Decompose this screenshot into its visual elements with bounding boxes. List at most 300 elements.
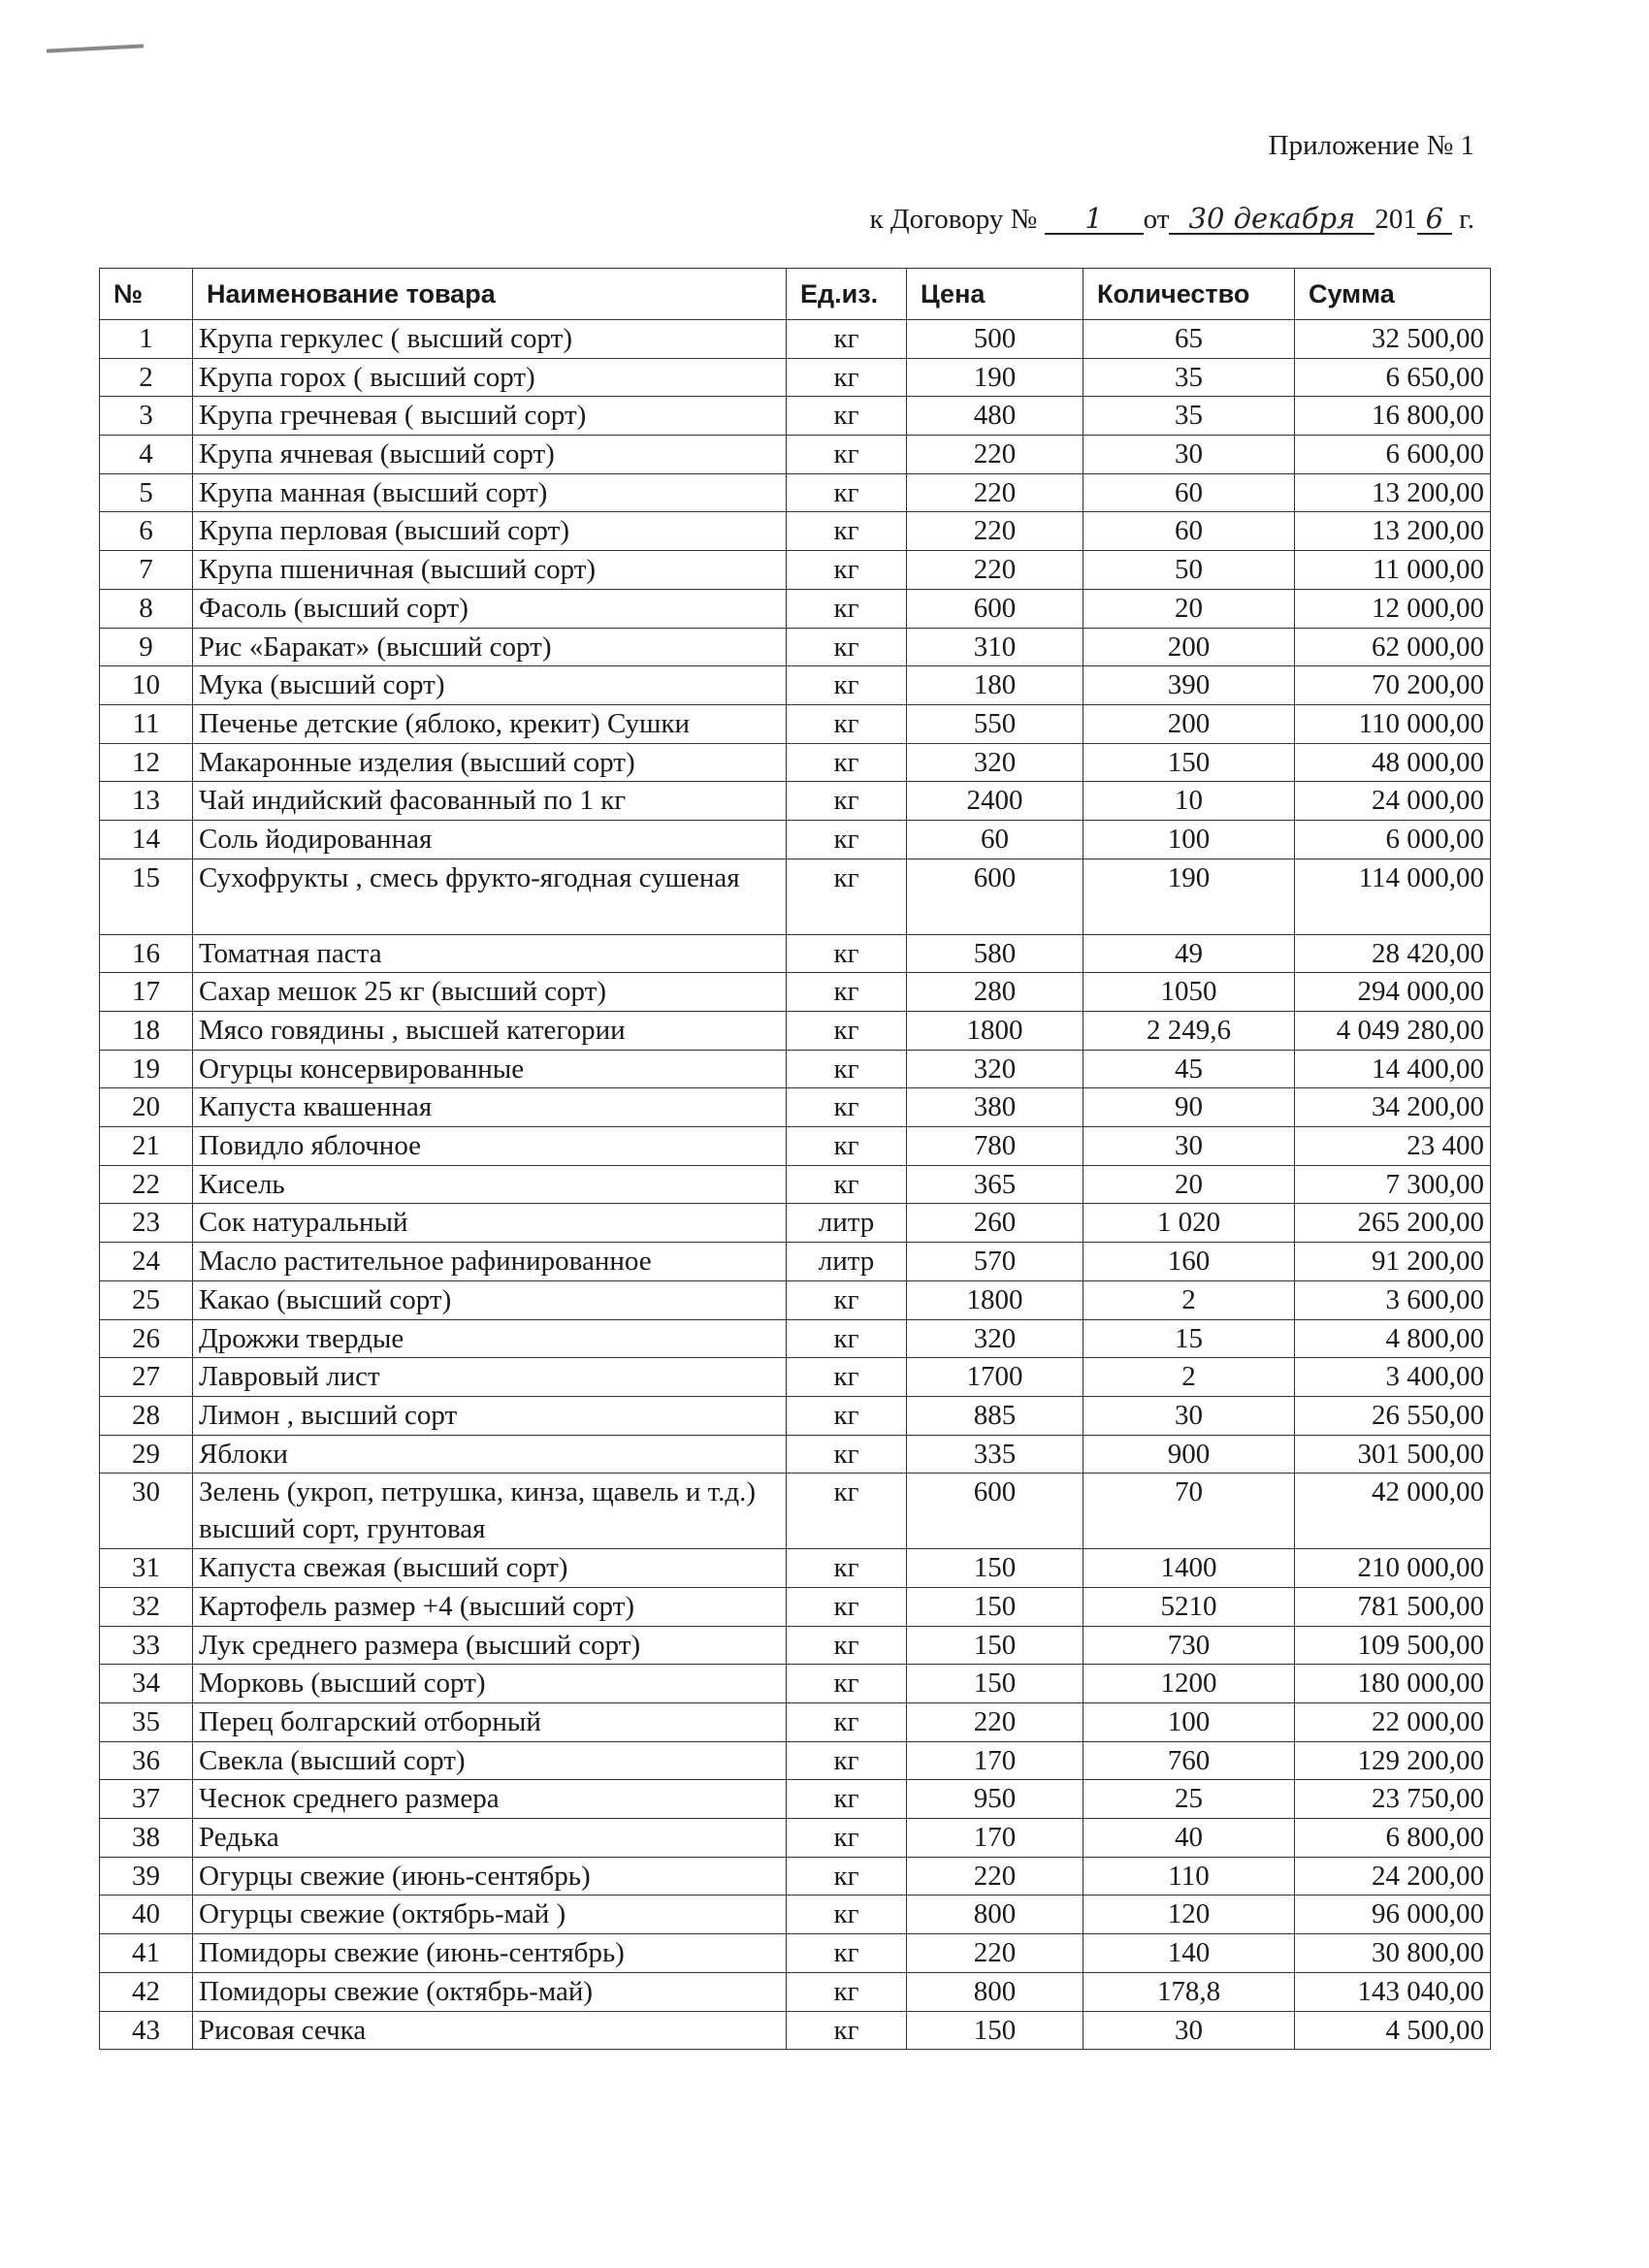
year-digit: 6 bbox=[1417, 204, 1452, 235]
cell-sum: 3 600,00 bbox=[1295, 1280, 1491, 1319]
cell-unit: кг bbox=[787, 2011, 907, 2050]
cell-unit: кг bbox=[787, 320, 907, 359]
cell-name: Крупа гречневая ( высший сорт) bbox=[193, 397, 787, 436]
table-row bbox=[100, 551, 1491, 590]
cell-price: 600 bbox=[907, 859, 1083, 934]
cell-price: 150 bbox=[907, 1665, 1083, 1703]
cell-number: 10 bbox=[100, 666, 193, 705]
cell-name: Дрожжи твердые bbox=[193, 1319, 787, 1358]
table-row bbox=[100, 358, 1491, 397]
cell-quantity: 2 249,6 bbox=[1083, 1012, 1295, 1051]
cell-price: 260 bbox=[907, 1204, 1083, 1243]
cell-number: 18 bbox=[100, 1012, 193, 1051]
cell-unit: кг bbox=[787, 1703, 907, 1742]
cell-number: 25 bbox=[100, 1280, 193, 1319]
cell-unit: кг bbox=[787, 628, 907, 666]
cell-quantity: 390 bbox=[1083, 666, 1295, 705]
cell-sum: 48 000,00 bbox=[1295, 743, 1491, 782]
cell-unit: кг bbox=[787, 1626, 907, 1665]
cell-name: Сухофрукты , смесь фрукто-ягодная сушеная bbox=[193, 859, 787, 934]
table-row bbox=[100, 1549, 1491, 1588]
cell-number: 33 bbox=[100, 1626, 193, 1665]
cell-price: 2400 bbox=[907, 782, 1083, 821]
cell-name: Соль йодированная bbox=[193, 820, 787, 859]
cell-unit: кг bbox=[787, 1934, 907, 1973]
cell-unit: кг bbox=[787, 1165, 907, 1204]
cell-quantity: 35 bbox=[1083, 358, 1295, 397]
cell-sum: 34 200,00 bbox=[1295, 1088, 1491, 1127]
year-suffix: г. bbox=[1451, 204, 1474, 235]
cell-number: 16 bbox=[100, 934, 193, 973]
cell-number: 39 bbox=[100, 1857, 193, 1895]
cell-name: Крупа пшеничная (высший сорт) bbox=[193, 551, 787, 590]
cell-unit: кг bbox=[787, 1665, 907, 1703]
cell-sum: 265 200,00 bbox=[1295, 1204, 1491, 1243]
cell-sum: 109 500,00 bbox=[1295, 1626, 1491, 1665]
cell-number: 21 bbox=[100, 1127, 193, 1166]
cell-quantity: 760 bbox=[1083, 1741, 1295, 1780]
table-row bbox=[100, 628, 1491, 666]
cell-price: 1800 bbox=[907, 1280, 1083, 1319]
cell-name: Масло растительное рафинированное bbox=[193, 1243, 787, 1281]
cell-unit: кг bbox=[787, 1549, 907, 1588]
cell-number: 19 bbox=[100, 1050, 193, 1088]
cell-number: 35 bbox=[100, 1703, 193, 1742]
cell-name: Мясо говядины , высшей категории bbox=[193, 1012, 787, 1051]
cell-quantity: 200 bbox=[1083, 704, 1295, 743]
cell-number: 29 bbox=[100, 1435, 193, 1474]
table-row bbox=[100, 473, 1491, 512]
cell-number: 11 bbox=[100, 704, 193, 743]
cell-number: 5 bbox=[100, 473, 193, 512]
cell-quantity: 49 bbox=[1083, 934, 1295, 973]
table-row bbox=[100, 1703, 1491, 1742]
cell-name: Помидоры свежие (октябрь-май) bbox=[193, 1972, 787, 2011]
from-label: от bbox=[1143, 204, 1170, 235]
cell-sum: 143 040,00 bbox=[1295, 1972, 1491, 2011]
cell-unit: кг bbox=[787, 1819, 907, 1858]
cell-number: 40 bbox=[100, 1895, 193, 1934]
cell-price: 170 bbox=[907, 1819, 1083, 1858]
cell-unit: кг bbox=[787, 782, 907, 821]
cell-number: 15 bbox=[100, 859, 193, 934]
cell-sum: 301 500,00 bbox=[1295, 1435, 1491, 1474]
cell-name: Чеснок среднего размера bbox=[193, 1780, 787, 1819]
cell-sum: 6 600,00 bbox=[1295, 436, 1491, 474]
cell-number: 6 bbox=[100, 512, 193, 551]
table-row bbox=[100, 436, 1491, 474]
cell-quantity: 10 bbox=[1083, 782, 1295, 821]
table-row bbox=[100, 820, 1491, 859]
cell-quantity: 30 bbox=[1083, 1396, 1295, 1435]
cell-price: 580 bbox=[907, 934, 1083, 973]
cell-price: 220 bbox=[907, 1703, 1083, 1742]
cell-name: Какао (высший сорт) bbox=[193, 1280, 787, 1319]
table-row bbox=[100, 2011, 1491, 2050]
cell-number: 37 bbox=[100, 1780, 193, 1819]
cell-sum: 6 000,00 bbox=[1295, 820, 1491, 859]
cell-name: Перец болгарский отборный bbox=[193, 1703, 787, 1742]
table-row bbox=[100, 1474, 1491, 1549]
cell-price: 320 bbox=[907, 743, 1083, 782]
cell-price: 885 bbox=[907, 1396, 1083, 1435]
cell-unit: кг bbox=[787, 1358, 907, 1397]
cell-quantity: 50 bbox=[1083, 551, 1295, 590]
cell-unit: кг bbox=[787, 473, 907, 512]
cell-name: Огурцы свежие (июнь-сентябрь) bbox=[193, 1857, 787, 1895]
cell-sum: 6 650,00 bbox=[1295, 358, 1491, 397]
goods-table bbox=[99, 268, 1491, 2050]
table-row bbox=[100, 1127, 1491, 1166]
cell-name: Редька bbox=[193, 1819, 787, 1858]
cell-quantity: 30 bbox=[1083, 436, 1295, 474]
cell-unit: кг bbox=[787, 743, 907, 782]
table-row bbox=[100, 1665, 1491, 1703]
table-row bbox=[100, 1280, 1491, 1319]
cell-price: 600 bbox=[907, 589, 1083, 628]
cell-number: 4 bbox=[100, 436, 193, 474]
table-row bbox=[100, 782, 1491, 821]
cell-price: 1800 bbox=[907, 1012, 1083, 1051]
cell-number: 12 bbox=[100, 743, 193, 782]
cell-quantity: 730 bbox=[1083, 1626, 1295, 1665]
cell-name: Яблоки bbox=[193, 1435, 787, 1474]
cell-sum: 294 000,00 bbox=[1295, 973, 1491, 1012]
cell-number: 23 bbox=[100, 1204, 193, 1243]
col-header-sum: Сумма bbox=[1295, 269, 1491, 320]
table-row bbox=[100, 1780, 1491, 1819]
cell-name: Сахар мешок 25 кг (высший сорт) bbox=[193, 973, 787, 1012]
cell-sum: 110 000,00 bbox=[1295, 704, 1491, 743]
cell-quantity: 2 bbox=[1083, 1280, 1295, 1319]
cell-unit: кг bbox=[787, 397, 907, 436]
contract-reference bbox=[870, 204, 1475, 236]
cell-unit: кг bbox=[787, 1587, 907, 1626]
cell-unit: кг bbox=[787, 551, 907, 590]
cell-number: 30 bbox=[100, 1474, 193, 1549]
table-row bbox=[100, 320, 1491, 359]
cell-price: 280 bbox=[907, 973, 1083, 1012]
cell-number: 13 bbox=[100, 782, 193, 821]
cell-name: Капуста квашенная bbox=[193, 1088, 787, 1127]
cell-unit: кг bbox=[787, 1088, 907, 1127]
cell-sum: 23 750,00 bbox=[1295, 1780, 1491, 1819]
table-row bbox=[100, 1358, 1491, 1397]
cell-number: 43 bbox=[100, 2011, 193, 2050]
cell-sum: 12 000,00 bbox=[1295, 589, 1491, 628]
cell-name: Рис «Баракат» (высший сорт) bbox=[193, 628, 787, 666]
cell-quantity: 100 bbox=[1083, 1703, 1295, 1742]
cell-quantity: 1050 bbox=[1083, 973, 1295, 1012]
cell-number: 8 bbox=[100, 589, 193, 628]
cell-name: Картофель размер +4 (высший сорт) bbox=[193, 1587, 787, 1626]
table-header-row bbox=[100, 269, 1491, 320]
cell-quantity: 120 bbox=[1083, 1895, 1295, 1934]
table-row bbox=[100, 1934, 1491, 1973]
cell-number: 42 bbox=[100, 1972, 193, 2011]
cell-quantity: 45 bbox=[1083, 1050, 1295, 1088]
cell-unit: кг bbox=[787, 1319, 907, 1358]
cell-name: Фасоль (высший сорт) bbox=[193, 589, 787, 628]
cell-quantity: 20 bbox=[1083, 589, 1295, 628]
cell-price: 500 bbox=[907, 320, 1083, 359]
cell-unit: литр bbox=[787, 1204, 907, 1243]
cell-name: Чай индийский фасованный по 1 кг bbox=[193, 782, 787, 821]
cell-unit: кг bbox=[787, 934, 907, 973]
cell-sum: 7 300,00 bbox=[1295, 1165, 1491, 1204]
cell-unit: кг bbox=[787, 973, 907, 1012]
cell-price: 800 bbox=[907, 1895, 1083, 1934]
cell-name: Помидоры свежие (июнь-сентябрь) bbox=[193, 1934, 787, 1973]
contract-number: 1 bbox=[1045, 204, 1144, 235]
cell-price: 570 bbox=[907, 1243, 1083, 1281]
cell-price: 220 bbox=[907, 551, 1083, 590]
table-row bbox=[100, 1050, 1491, 1088]
cell-sum: 210 000,00 bbox=[1295, 1549, 1491, 1588]
cell-number: 34 bbox=[100, 1665, 193, 1703]
table-row bbox=[100, 589, 1491, 628]
cell-name: Крупа манная (высший сорт) bbox=[193, 473, 787, 512]
cell-price: 380 bbox=[907, 1088, 1083, 1127]
cell-name: Крупа геркулес ( высший сорт) bbox=[193, 320, 787, 359]
cell-price: 950 bbox=[907, 1780, 1083, 1819]
table-row bbox=[100, 1012, 1491, 1051]
col-header-quantity: Количество bbox=[1083, 269, 1295, 320]
table-row bbox=[100, 743, 1491, 782]
cell-quantity: 1400 bbox=[1083, 1549, 1295, 1588]
cell-number: 31 bbox=[100, 1549, 193, 1588]
cell-sum: 24 200,00 bbox=[1295, 1857, 1491, 1895]
cell-sum: 129 200,00 bbox=[1295, 1741, 1491, 1780]
cell-name: Огурцы свежие (октябрь-май ) bbox=[193, 1895, 787, 1934]
cell-quantity: 900 bbox=[1083, 1435, 1295, 1474]
cell-price: 1700 bbox=[907, 1358, 1083, 1397]
cell-quantity: 110 bbox=[1083, 1857, 1295, 1895]
cell-price: 150 bbox=[907, 1549, 1083, 1588]
cell-quantity: 5210 bbox=[1083, 1587, 1295, 1626]
cell-price: 600 bbox=[907, 1474, 1083, 1549]
cell-unit: кг bbox=[787, 1474, 907, 1549]
cell-price: 220 bbox=[907, 1934, 1083, 1973]
cell-number: 17 bbox=[100, 973, 193, 1012]
cell-quantity: 100 bbox=[1083, 820, 1295, 859]
cell-sum: 6 800,00 bbox=[1295, 1819, 1491, 1858]
cell-quantity: 150 bbox=[1083, 743, 1295, 782]
cell-quantity: 1 020 bbox=[1083, 1204, 1295, 1243]
table-row bbox=[100, 1587, 1491, 1626]
appendix-title: Приложение № 1 bbox=[1268, 130, 1474, 161]
cell-name: Крупа перловая (высший сорт) bbox=[193, 512, 787, 551]
table-row bbox=[100, 1088, 1491, 1127]
cell-name: Огурцы консервированные bbox=[193, 1050, 787, 1088]
cell-price: 220 bbox=[907, 1857, 1083, 1895]
cell-quantity: 160 bbox=[1083, 1243, 1295, 1281]
cell-quantity: 35 bbox=[1083, 397, 1295, 436]
cell-number: 41 bbox=[100, 1934, 193, 1973]
cell-sum: 96 000,00 bbox=[1295, 1895, 1491, 1934]
cell-sum: 62 000,00 bbox=[1295, 628, 1491, 666]
table-row bbox=[100, 1741, 1491, 1780]
cell-unit: кг bbox=[787, 1435, 907, 1474]
cell-name: Лук среднего размера (высший сорт) bbox=[193, 1626, 787, 1665]
col-header-number: № bbox=[100, 269, 193, 320]
cell-quantity: 15 bbox=[1083, 1319, 1295, 1358]
cell-price: 220 bbox=[907, 512, 1083, 551]
cell-number: 28 bbox=[100, 1396, 193, 1435]
cell-unit: кг bbox=[787, 859, 907, 934]
cell-name: Кисель bbox=[193, 1165, 787, 1204]
cell-quantity: 2 bbox=[1083, 1358, 1295, 1397]
cell-number: 26 bbox=[100, 1319, 193, 1358]
cell-sum: 30 800,00 bbox=[1295, 1934, 1491, 1973]
cell-price: 320 bbox=[907, 1050, 1083, 1088]
cell-sum: 11 000,00 bbox=[1295, 551, 1491, 590]
cell-price: 150 bbox=[907, 2011, 1083, 2050]
table-row bbox=[100, 934, 1491, 973]
table-row bbox=[100, 973, 1491, 1012]
cell-sum: 26 550,00 bbox=[1295, 1396, 1491, 1435]
cell-quantity: 178,8 bbox=[1083, 1972, 1295, 2011]
cell-number: 32 bbox=[100, 1587, 193, 1626]
cell-quantity: 90 bbox=[1083, 1088, 1295, 1127]
cell-sum: 42 000,00 bbox=[1295, 1474, 1491, 1549]
cell-unit: кг bbox=[787, 512, 907, 551]
cell-price: 220 bbox=[907, 473, 1083, 512]
year-prefix: 201 bbox=[1374, 204, 1417, 235]
cell-number: 3 bbox=[100, 397, 193, 436]
cell-sum: 13 200,00 bbox=[1295, 473, 1491, 512]
cell-price: 335 bbox=[907, 1435, 1083, 1474]
table-row bbox=[100, 1819, 1491, 1858]
cell-price: 180 bbox=[907, 666, 1083, 705]
cell-name: Лимон , высший сорт bbox=[193, 1396, 787, 1435]
cell-sum: 781 500,00 bbox=[1295, 1587, 1491, 1626]
cell-sum: 3 400,00 bbox=[1295, 1358, 1491, 1397]
cell-sum: 23 400 bbox=[1295, 1127, 1491, 1166]
cell-unit: кг bbox=[787, 358, 907, 397]
cell-price: 320 bbox=[907, 1319, 1083, 1358]
cell-number: 7 bbox=[100, 551, 193, 590]
cell-quantity: 30 bbox=[1083, 1127, 1295, 1166]
table-row bbox=[100, 1243, 1491, 1281]
cell-price: 220 bbox=[907, 436, 1083, 474]
cell-sum: 22 000,00 bbox=[1295, 1703, 1491, 1742]
table-row bbox=[100, 1972, 1491, 2011]
cell-quantity: 140 bbox=[1083, 1934, 1295, 1973]
cell-unit: кг bbox=[787, 1127, 907, 1166]
cell-unit: кг bbox=[787, 589, 907, 628]
cell-price: 800 bbox=[907, 1972, 1083, 2011]
cell-sum: 14 400,00 bbox=[1295, 1050, 1491, 1088]
cell-number: 36 bbox=[100, 1741, 193, 1780]
cell-number: 24 bbox=[100, 1243, 193, 1281]
cell-name: Свекла (высший сорт) bbox=[193, 1741, 787, 1780]
cell-price: 150 bbox=[907, 1626, 1083, 1665]
cell-quantity: 70 bbox=[1083, 1474, 1295, 1549]
cell-name: Сок натуральный bbox=[193, 1204, 787, 1243]
cell-unit: кг bbox=[787, 704, 907, 743]
cell-unit: кг bbox=[787, 436, 907, 474]
contract-prefix: к Договору № bbox=[869, 204, 1038, 235]
cell-number: 20 bbox=[100, 1088, 193, 1127]
cell-sum: 70 200,00 bbox=[1295, 666, 1491, 705]
cell-unit: кг bbox=[787, 1780, 907, 1819]
table-row bbox=[100, 1165, 1491, 1204]
table-row bbox=[100, 1895, 1491, 1934]
cell-sum: 13 200,00 bbox=[1295, 512, 1491, 551]
cell-number: 38 bbox=[100, 1819, 193, 1858]
cell-price: 550 bbox=[907, 704, 1083, 743]
table-row bbox=[100, 1204, 1491, 1243]
cell-number: 14 bbox=[100, 820, 193, 859]
cell-price: 780 bbox=[907, 1127, 1083, 1166]
cell-quantity: 30 bbox=[1083, 2011, 1295, 2050]
cell-number: 9 bbox=[100, 628, 193, 666]
cell-unit: кг bbox=[787, 1012, 907, 1051]
cell-sum: 24 000,00 bbox=[1295, 782, 1491, 821]
cell-number: 1 bbox=[100, 320, 193, 359]
cell-name: Повидло яблочное bbox=[193, 1127, 787, 1166]
cell-name: Зелень (укроп, петрушка, кинза, щавель и т.д.) высший сорт, грунтовая bbox=[193, 1474, 787, 1549]
col-header-unit: Ед.из. bbox=[787, 269, 907, 320]
cell-quantity: 40 bbox=[1083, 1819, 1295, 1858]
cell-quantity: 200 bbox=[1083, 628, 1295, 666]
cell-quantity: 60 bbox=[1083, 512, 1295, 551]
cell-number: 22 bbox=[100, 1165, 193, 1204]
cell-quantity: 65 bbox=[1083, 320, 1295, 359]
contract-date: 30 декабря bbox=[1169, 204, 1374, 235]
col-header-price: Цена bbox=[907, 269, 1083, 320]
cell-number: 2 bbox=[100, 358, 193, 397]
cell-unit: литр bbox=[787, 1243, 907, 1281]
cell-name: Печенье детские (яблоко, крекит) Сушки bbox=[193, 704, 787, 743]
table-row bbox=[100, 1626, 1491, 1665]
cell-quantity: 20 bbox=[1083, 1165, 1295, 1204]
cell-sum: 114 000,00 bbox=[1295, 859, 1491, 934]
cell-quantity: 60 bbox=[1083, 473, 1295, 512]
cell-name: Мука (высший сорт) bbox=[193, 666, 787, 705]
table-row bbox=[100, 704, 1491, 743]
cell-unit: кг bbox=[787, 820, 907, 859]
cell-name: Рисовая сечка bbox=[193, 2011, 787, 2050]
table-row bbox=[100, 1396, 1491, 1435]
cell-price: 310 bbox=[907, 628, 1083, 666]
cell-unit: кг bbox=[787, 1895, 907, 1934]
cell-unit: кг bbox=[787, 666, 907, 705]
cell-quantity: 1200 bbox=[1083, 1665, 1295, 1703]
cell-quantity: 190 bbox=[1083, 859, 1295, 934]
cell-sum: 91 200,00 bbox=[1295, 1243, 1491, 1281]
cell-unit: кг bbox=[787, 1972, 907, 2011]
table-row bbox=[100, 666, 1491, 705]
cell-price: 365 bbox=[907, 1165, 1083, 1204]
cell-name: Капуста свежая (высший сорт) bbox=[193, 1549, 787, 1588]
cell-sum: 32 500,00 bbox=[1295, 320, 1491, 359]
cell-sum: 4 500,00 bbox=[1295, 2011, 1491, 2050]
cell-price: 190 bbox=[907, 358, 1083, 397]
cell-price: 60 bbox=[907, 820, 1083, 859]
scan-mark bbox=[47, 44, 144, 52]
cell-unit: кг bbox=[787, 1280, 907, 1319]
cell-price: 170 bbox=[907, 1741, 1083, 1780]
cell-unit: кг bbox=[787, 1050, 907, 1088]
cell-unit: кг bbox=[787, 1741, 907, 1780]
table-row bbox=[100, 397, 1491, 436]
table-row bbox=[100, 1435, 1491, 1474]
cell-number: 27 bbox=[100, 1358, 193, 1397]
cell-name: Морковь (высший сорт) bbox=[193, 1665, 787, 1703]
col-header-name: Наименование товара bbox=[193, 269, 787, 320]
